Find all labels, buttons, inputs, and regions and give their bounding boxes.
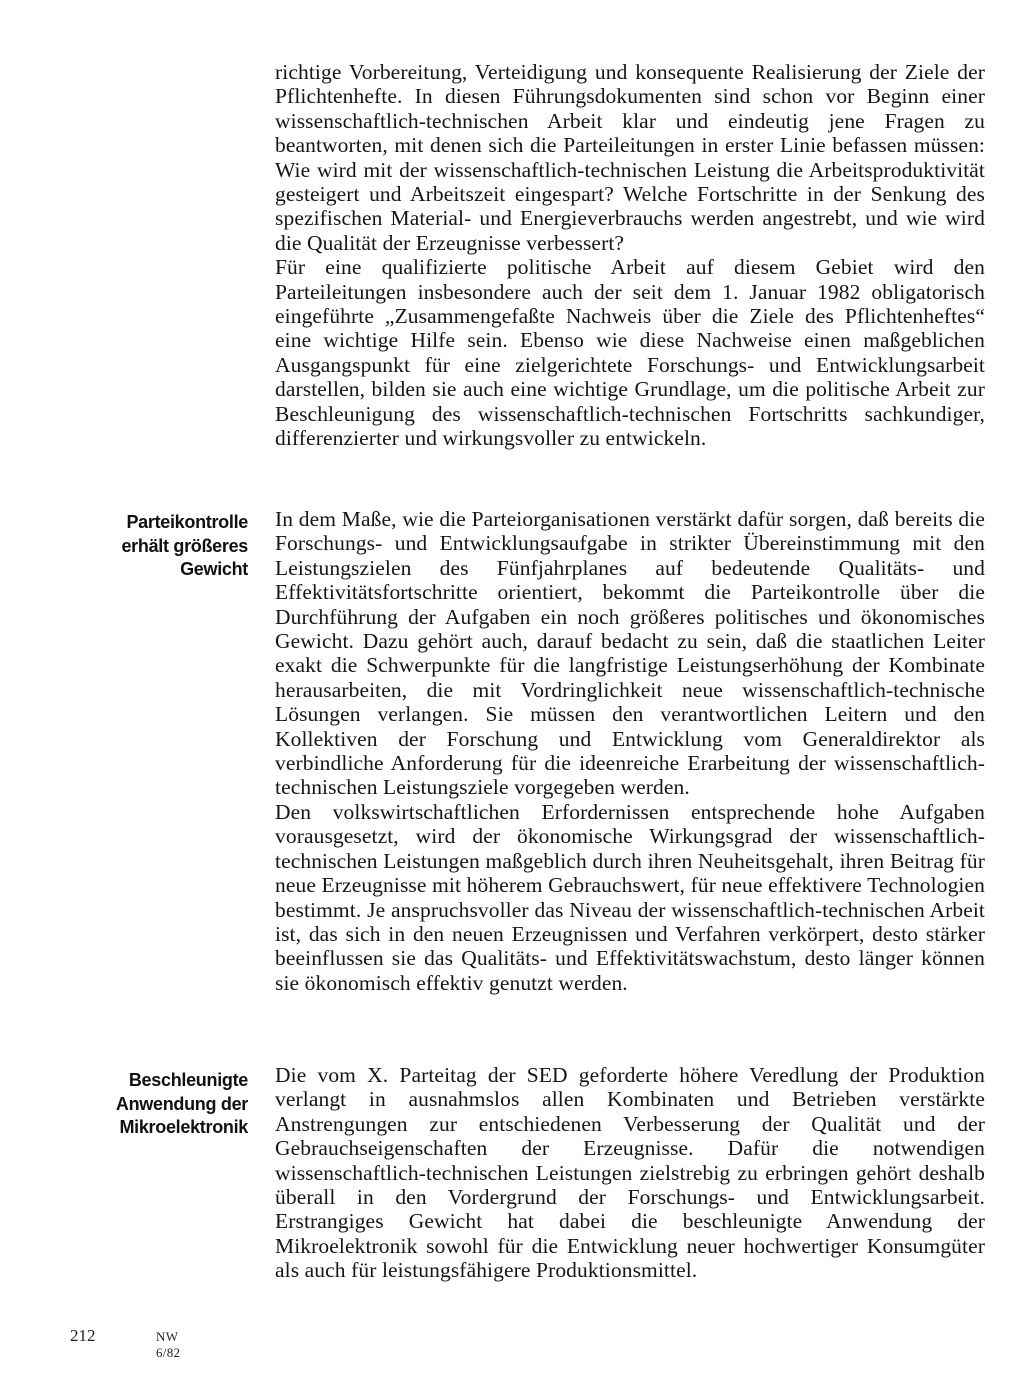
heading-line: Mikroelektronik	[119, 1117, 248, 1137]
margin-heading	[90, 1069, 248, 1140]
paragraph: Die vom X. Parteitag der SED geforderte höhere Veredlung der Produktion verlangt in ausnahmslos allen Kombinaten und Betrieben verstärkte Anstrengungen zur entschiedenen Verbesserung der Qualität und der Gebrauchseigenschaften der Erzeugnisse. Dafür die notwendigen wissenschaftlich-technischen Leistungen zielstrebig zu erbringen gehört deshalb überall in den Vordergrund der Forschungs- und Entwicklungsarbeit. Erstrangiges Gewicht hat dabei die beschleunigte Anwendung der Mikroelektronik sowohl für die Entwicklung neuer hochwertiger Konsumgüter als auch für leistungsfähigere Produktionsmittel.	[275, 1063, 985, 1283]
body-text-column	[275, 507, 985, 995]
paragraph: Den volkswirtschaftlichen Erfordernissen entsprechende hohe Aufgaben vorausgesetzt, wird der ökonomische Wirkungsgrad der wissenschaftlich-technischen Leistungen maßgeblich durch ihren Neuheitsgehalt, ihren Beitrag für neue Erzeugnisse mit höherem Gebrauchswert, für neue effektivere Technologien bestimmt. Je anspruchsvoller das Niveau der wissenschaftlich-technischen Arbeit ist, das sich in den neuen Erzeugnissen und Verfahren verkörpert, desto stärker beeinflussen sie das Qualitäts- und Effektivitätswachstum, desto länger können sie ökonomisch effektiv genutzt werden.	[275, 799, 985, 995]
heading-line: Gewicht	[180, 559, 248, 579]
heading-line: Parteikontrolle	[126, 512, 248, 532]
heading-line: Beschleunigte	[128, 1070, 248, 1090]
issue-label: NW 6/82	[156, 1329, 181, 1360]
paragraph: In dem Maße, wie die Parteiorganisationen verstärkt dafür sorgen, daß bereits die Forschungs- und Entwicklungsaufgabe in strikter Übereinstimmung mit den Leistungszielen des Fünfjahrplanes auf bedeutende Qualitäts- und Effektivitätsfortschritte orientiert, bekommt die Parteikontrolle über die Durchführung der Aufgaben ein noch größeres politisches und ökonomisches Gewicht. Dazu gehört auch, darauf bedacht zu sein, daß die staatlichen Leiter exakt die Schwerpunkte für die langfristige Leistungserhöhung der Kombinate herausarbeiten, die mit Vordringlichkeit neue wissenschaftlich-technische Lösungen verlangen. Sie müssen den verantwortlichen Leitern und den Kollektiven der Forschung und Entwicklung vom Generaldirektor als verbindliche Anforderung für die ideenreiche Erarbeitung der wissenschaftlich-technischen Leistungsziele vorgegeben werden.	[275, 507, 985, 800]
page-number: 212	[70, 1326, 96, 1345]
heading-line: erhält größeres	[121, 535, 248, 556]
margin-heading	[90, 511, 248, 582]
body-text-column	[275, 60, 985, 451]
body-text-column	[275, 1063, 985, 1283]
heading-line: Anwendung der	[115, 1093, 248, 1114]
paragraph: richtige Vorbereitung, Verteidigung und konsequente Realisierung der Ziele der Pflichtenhefte. In diesen Führungsdokumenten sind schon vor Beginn einer wissenschaftlich-technischen Arbeit klar und eindeutig jene Fragen zu beantworten, mit denen sich die Parteileitungen in erster Linie befassen müssen: Wie wird mit der wissenschaftlich-technischen Leistung die Arbeitsproduktivität gesteigert und Arbeitszeit eingespart? Welche Fortschritte in der Senkung des spezifischen Material- und Energieverbrauchs werden angestrebt, und wie wird die Qualität der Erzeugnisse verbessert?	[275, 60, 985, 255]
paragraph: Für eine qualifizierte politische Arbeit auf diesem Gebiet wird den Parteileitungen insbesondere auch der seit dem 1. Januar 1982 obligatorisch eingeführte „Zusammengefaßte Nachweis über die Ziele des Pflichtenheftes“ eine wichtige Hilfe sein. Ebenso wie diese Nachweise einen maßgeblichen Ausgangspunkt für eine zielgerichtete Forschungs- und Entwicklungsarbeit darstellen, bilden sie auch eine wichtige Grundlage, um die politische Arbeit zur Beschleunigung des wissenschaftlich-technischen Fortschritts sachkundiger, differenzierter und wirkungsvoller zu entwickeln.	[275, 255, 985, 451]
